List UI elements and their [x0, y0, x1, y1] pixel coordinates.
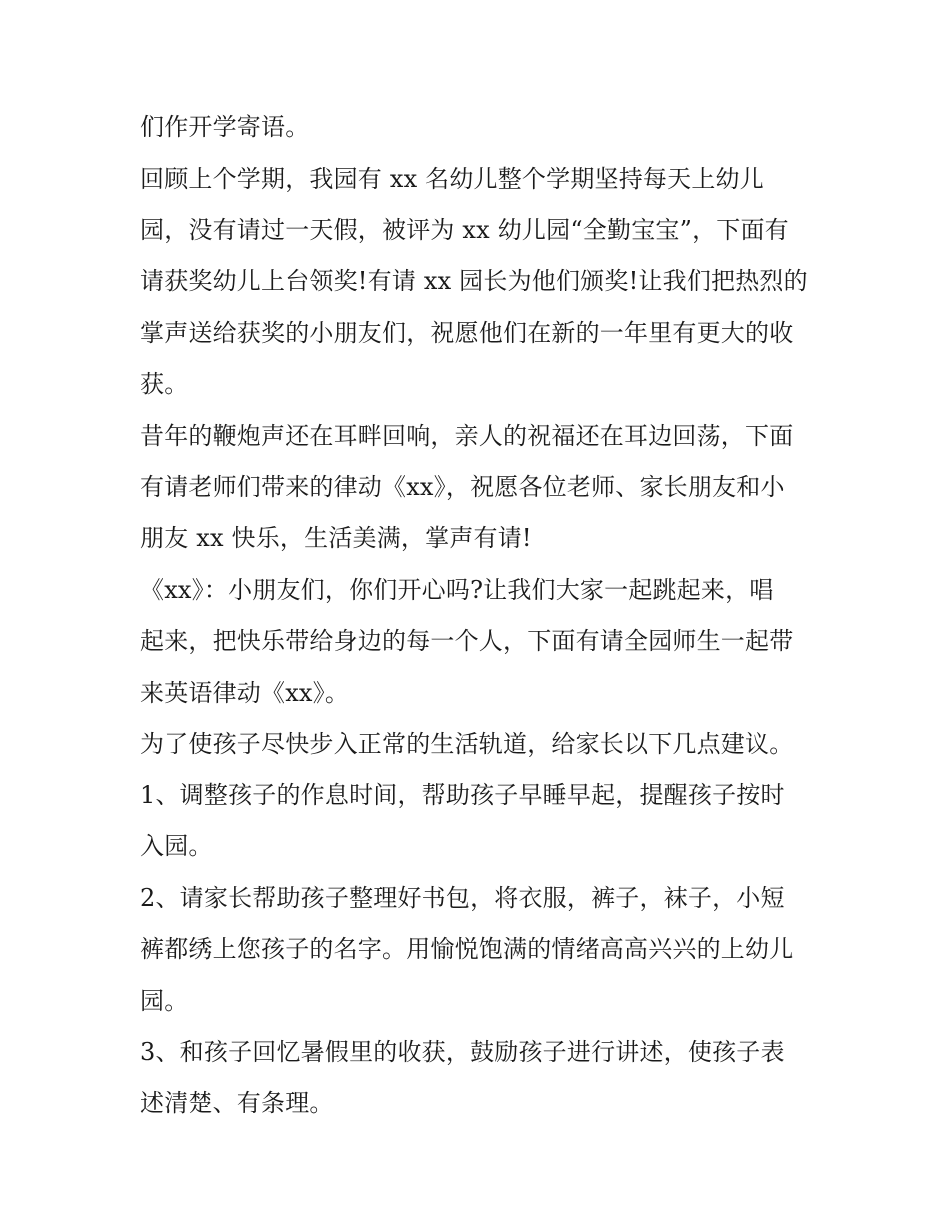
text-line: 2、请家长帮助孩子整理好书包，将衣服，裤子，袜子，小短 — [140, 884, 785, 912]
text-line: 为了使孩子尽快步入正常的生活轨道，给家长以下几点建议。 — [140, 730, 794, 758]
text-line: 述清楚、有条理。 — [140, 1089, 334, 1117]
text-line: 掌声送给获奖的小朋友们，祝愿他们在新的一年里有更大的收 — [140, 319, 794, 347]
text-line: 请获奖幼儿上台领奖!有请 xx 园长为他们颁奖!让我们把热烈的 — [140, 267, 808, 295]
text-line: 来英语律动《xx》。 — [140, 679, 350, 707]
text-line: 获。 — [140, 370, 189, 398]
text-line: 有请老师们带来的律动《xx》，祝愿各位老师、家长朋友和小 — [140, 473, 785, 501]
text-line: 3、和孩子回忆暑假里的收获，鼓励孩子进行讲述，使孩子表 — [140, 1038, 785, 1066]
text-line: 回顾上个学期，我园有 xx 名幼儿整个学期坚持每天上幼儿 — [140, 165, 764, 193]
text-line: 园。 — [140, 987, 189, 1015]
text-line: 入园。 — [140, 832, 213, 860]
text-line: 1、调整孩子的作息时间，帮助孩子早睡早起，提醒孩子按时 — [140, 781, 785, 809]
text-line: 裤都绣上您孩子的名字。用愉悦饱满的情绪高高兴兴的上幼儿 — [140, 935, 794, 963]
text-line: 起来，把快乐带给身边的每一个人，下面有请全园师生一起带 — [140, 627, 794, 655]
text-line: 《xx》：小朋友们，你们开心吗?让我们大家一起跳起来，唱 — [140, 576, 774, 604]
text-line: 昔年的鞭炮声还在耳畔回响，亲人的祝福还在耳边回荡，下面 — [140, 422, 794, 450]
text-line: 们作开学寄语。 — [140, 113, 310, 141]
text-line: 朋友 xx 快乐，生活美满，掌声有请! — [140, 524, 532, 552]
text-line: 园，没有请过一天假，被评为 xx 幼儿园“全勤宝宝”，下面有 — [140, 216, 789, 244]
